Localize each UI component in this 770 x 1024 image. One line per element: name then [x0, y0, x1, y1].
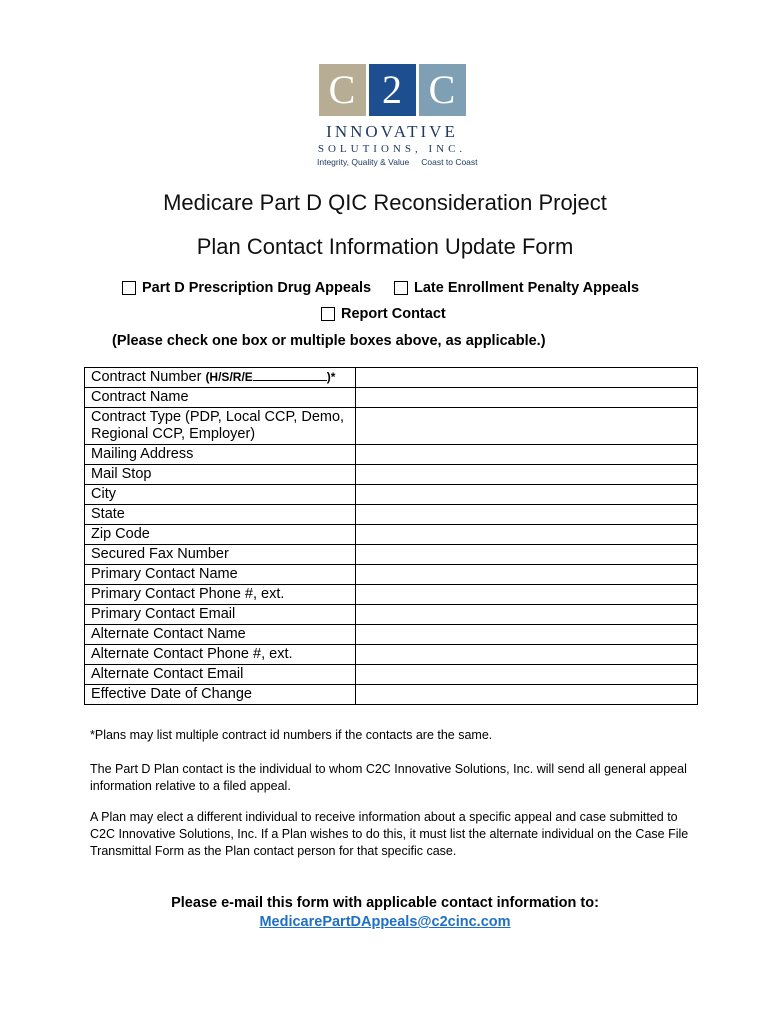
document-subtitle: Plan Contact Information Update Form [196, 234, 574, 259]
field-label: Alternate Contact Name [85, 625, 356, 645]
field-input-state[interactable] [355, 505, 697, 525]
checkbox-part-d-appeals[interactable] [122, 280, 371, 296]
logo-tile-c-right: C [419, 64, 466, 116]
field-label-contract-number [85, 368, 356, 388]
logo-solutions: SOLUTIONS, INC. [317, 143, 467, 155]
field-label: Mail Stop [85, 465, 356, 485]
field-input-alternate-email[interactable] [355, 665, 697, 685]
field-input-alternate-phone[interactable] [355, 645, 697, 665]
logo-innovative: INNOVATIVE [326, 122, 458, 141]
field-input-contract-name[interactable] [355, 388, 697, 408]
field-input-zip-code[interactable] [355, 525, 697, 545]
logo-tagline [317, 157, 478, 167]
field-input-primary-name[interactable] [355, 565, 697, 585]
logo-tile-2: 2 [369, 64, 416, 116]
table-row [85, 665, 698, 685]
logo-tagline-left: Integrity, Quality & Value [317, 157, 410, 167]
field-input-fax[interactable] [355, 545, 697, 565]
field-label: Effective Date of Change [85, 685, 356, 705]
logo-tiles [317, 64, 467, 116]
paragraph-plan-contact: The Part D Plan contact is the individual to whom C2C Innovative Solutions, Inc. will send all general appeal information relative to a filed appeal. [90, 762, 687, 793]
table-row [85, 465, 698, 485]
field-label: Alternate Contact Email [85, 665, 356, 685]
field-input-contract-type[interactable] [355, 408, 697, 445]
table-row [85, 368, 698, 388]
field-input-primary-phone[interactable] [355, 585, 697, 605]
table-row [85, 565, 698, 585]
field-input-primary-email[interactable] [355, 605, 697, 625]
field-label: Primary Contact Email [85, 605, 356, 625]
table-row [85, 685, 698, 705]
contract-number-prefix: (H/S/R/E [205, 370, 253, 384]
field-label: Secured Fax Number [85, 545, 356, 565]
field-label: Alternate Contact Phone #, ext. [85, 645, 356, 665]
field-input-contract-number[interactable] [355, 368, 697, 388]
table-row [85, 525, 698, 545]
contact-form-table [84, 367, 698, 705]
company-logo [317, 64, 478, 167]
checkbox-box[interactable] [394, 281, 408, 295]
paragraph-alternate-contact: A Plan may elect a different individual to receive information about a specific appeal and case submitted to C2C Innovative Solutions, Inc. If a Plan wishes to do this, it must list the alternate individual on the Case File Transmittal Form as the Plan contact person for that specific case. [90, 810, 689, 858]
field-label: Mailing Address [85, 445, 356, 465]
contract-number-label: Contract Number [91, 369, 202, 385]
checkbox-report-contact[interactable] [321, 306, 446, 322]
table-row [85, 408, 698, 445]
field-input-alternate-name[interactable] [355, 625, 697, 645]
field-label: Zip Code [85, 525, 356, 545]
checkbox-label: Report Contact [341, 306, 446, 322]
checkbox-label: Late Enrollment Penalty Appeals [414, 280, 640, 296]
table-row [85, 388, 698, 408]
checkbox-box[interactable] [321, 307, 335, 321]
field-label: State [85, 505, 356, 525]
table-row [85, 545, 698, 565]
table-row [85, 585, 698, 605]
checkbox-box[interactable] [122, 281, 136, 295]
table-row [85, 505, 698, 525]
contract-number-blank [253, 369, 327, 381]
field-label: Contract Name [85, 388, 356, 408]
logo-tile-c-left: C [319, 64, 366, 116]
field-label: Contract Type (PDP, Local CCP, Demo, Regional CCP, Employer) [85, 408, 356, 445]
email-link[interactable]: MedicarePartDAppeals@c2cinc.com [259, 914, 511, 930]
field-label: City [85, 485, 356, 505]
field-input-mail-stop[interactable] [355, 465, 697, 485]
table-row [85, 645, 698, 665]
table-row [85, 605, 698, 625]
field-label: Primary Contact Phone #, ext. [85, 585, 356, 605]
closing-text: Please e-mail this form with applicable contact information to: [171, 895, 599, 911]
field-input-effective-date[interactable] [355, 685, 697, 705]
field-input-mailing-address[interactable] [355, 445, 697, 465]
table-row [85, 625, 698, 645]
contract-number-suffix: )* [326, 370, 336, 384]
footnote: *Plans may list multiple contract id numbers if the contacts are the same. [90, 728, 493, 742]
checkbox-label: Part D Prescription Drug Appeals [142, 280, 372, 296]
logo-tagline-right: Coast to Coast [421, 157, 478, 167]
field-label: Primary Contact Name [85, 565, 356, 585]
checkbox-instruction: (Please check one box or multiple boxes above, as applicable.) [112, 333, 546, 349]
checkbox-late-enrollment[interactable] [394, 280, 639, 296]
field-input-city[interactable] [355, 485, 697, 505]
document-title: Medicare Part D QIC Reconsideration Project [163, 190, 607, 215]
table-row [85, 485, 698, 505]
table-row [85, 445, 698, 465]
closing-instruction [0, 894, 770, 932]
